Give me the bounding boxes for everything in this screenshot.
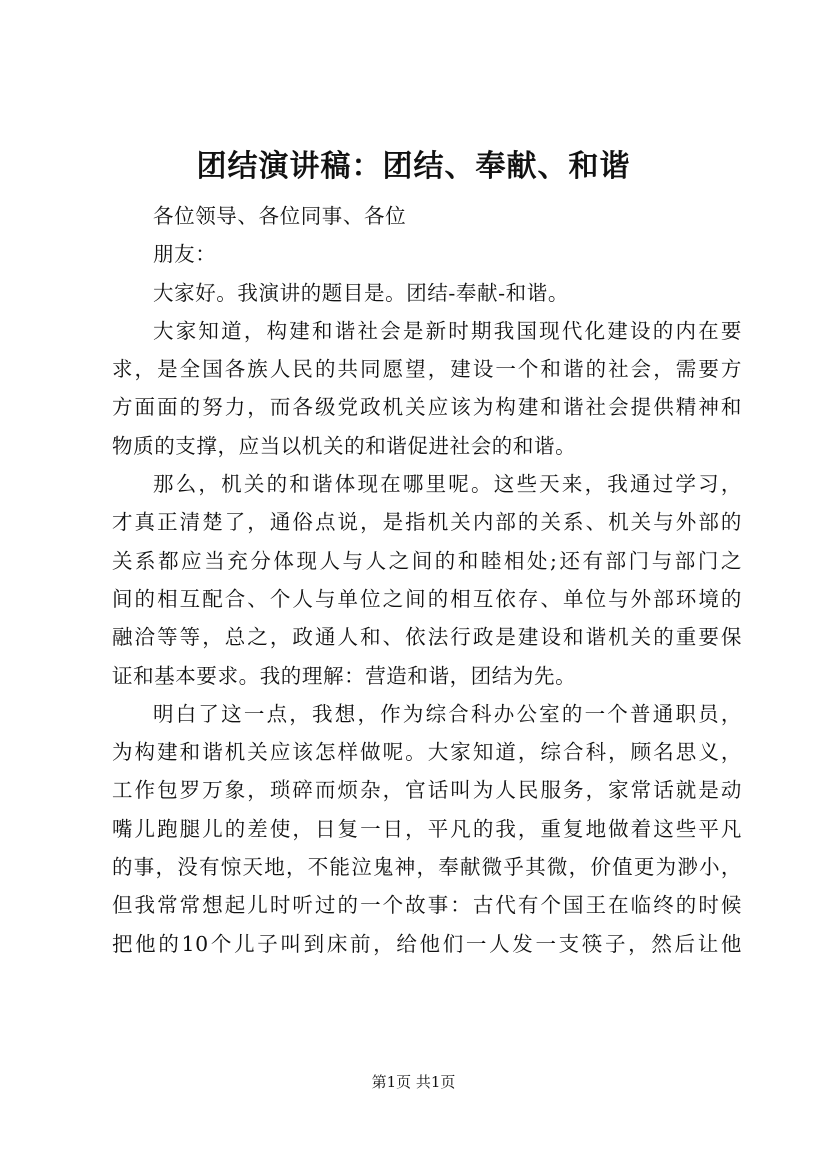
text-line: 融洽等等，总之，政通人和、依法行政是建设和谐机关的重要保 <box>112 625 742 650</box>
page-footer: 第1页 共1页 <box>371 1073 456 1091</box>
text-line: 为构建和谐机关应该怎样做呢。大家知道，综合科，顾名思义， <box>112 740 742 765</box>
text-line: 工作包罗万象，琐碎而烦杂，官话叫为人民服务，家常话就是动 <box>112 778 742 803</box>
salutation-line-1: 各位领导、各位同事、各位 <box>153 204 407 228</box>
paragraph-story <box>112 695 742 963</box>
text-line: 关系都应当充分体现人与人之间的和睦相处;还有部门与部门之 <box>112 548 742 573</box>
document-body <box>112 197 742 963</box>
text-line: 间的相互配合、个人与单位之间的相互依存、单位与外部环境的 <box>112 586 742 611</box>
text-line: 把他的10个儿子叫到床前，给他们一人发一支筷子，然后让他 <box>112 931 742 956</box>
text-line: 求，是全国各族人民的共同愿望，建设一个和谐的社会，需要方 <box>112 357 742 382</box>
document-title: 团结演讲稿：团结、奉献、和谐 <box>196 149 631 184</box>
text-line: 那么，机关的和谐体现在哪里呢。这些天来，我通过学习， <box>153 472 742 497</box>
text-line: 大家知道，构建和谐社会是新时期我国现代化建设的内在要 <box>153 318 742 343</box>
paragraph-harmony-society <box>112 312 742 465</box>
text-line: 物质的支撑，应当以机关的和谐促进社会的和谐。 <box>112 433 577 458</box>
paragraph-harmony-institution <box>112 465 742 695</box>
paragraph-greeting <box>112 274 742 312</box>
text-line: 方面面的努力，而各级党政机关应该为构建和谐社会提供精神和 <box>112 395 742 420</box>
text-line: 明白了这一点，我想，作为综合科办公室的一个普通职员， <box>153 701 742 726</box>
salutation-line-2: 朋友： <box>153 242 217 267</box>
text-line: 才真正清楚了，通俗点说，是指机关内部的关系、机关与外部的 <box>112 510 742 535</box>
text-line: 嘴儿跑腿儿的差使，日复一日，平凡的我，重复地做着这些平凡 <box>112 816 742 841</box>
text-line: 证和基本要求。我的理解：营造和谐，团结为先。 <box>112 663 577 688</box>
text-line: 但我常常想起儿时听过的一个故事：古代有个国王在临终的时候 <box>112 893 742 918</box>
text-line: 大家好。我演讲的题目是。团结-奉献-和谐。 <box>153 280 569 305</box>
text-line: 的事，没有惊天地，不能泣鬼神，奉献微乎其微，价值更为渺小， <box>112 855 742 880</box>
